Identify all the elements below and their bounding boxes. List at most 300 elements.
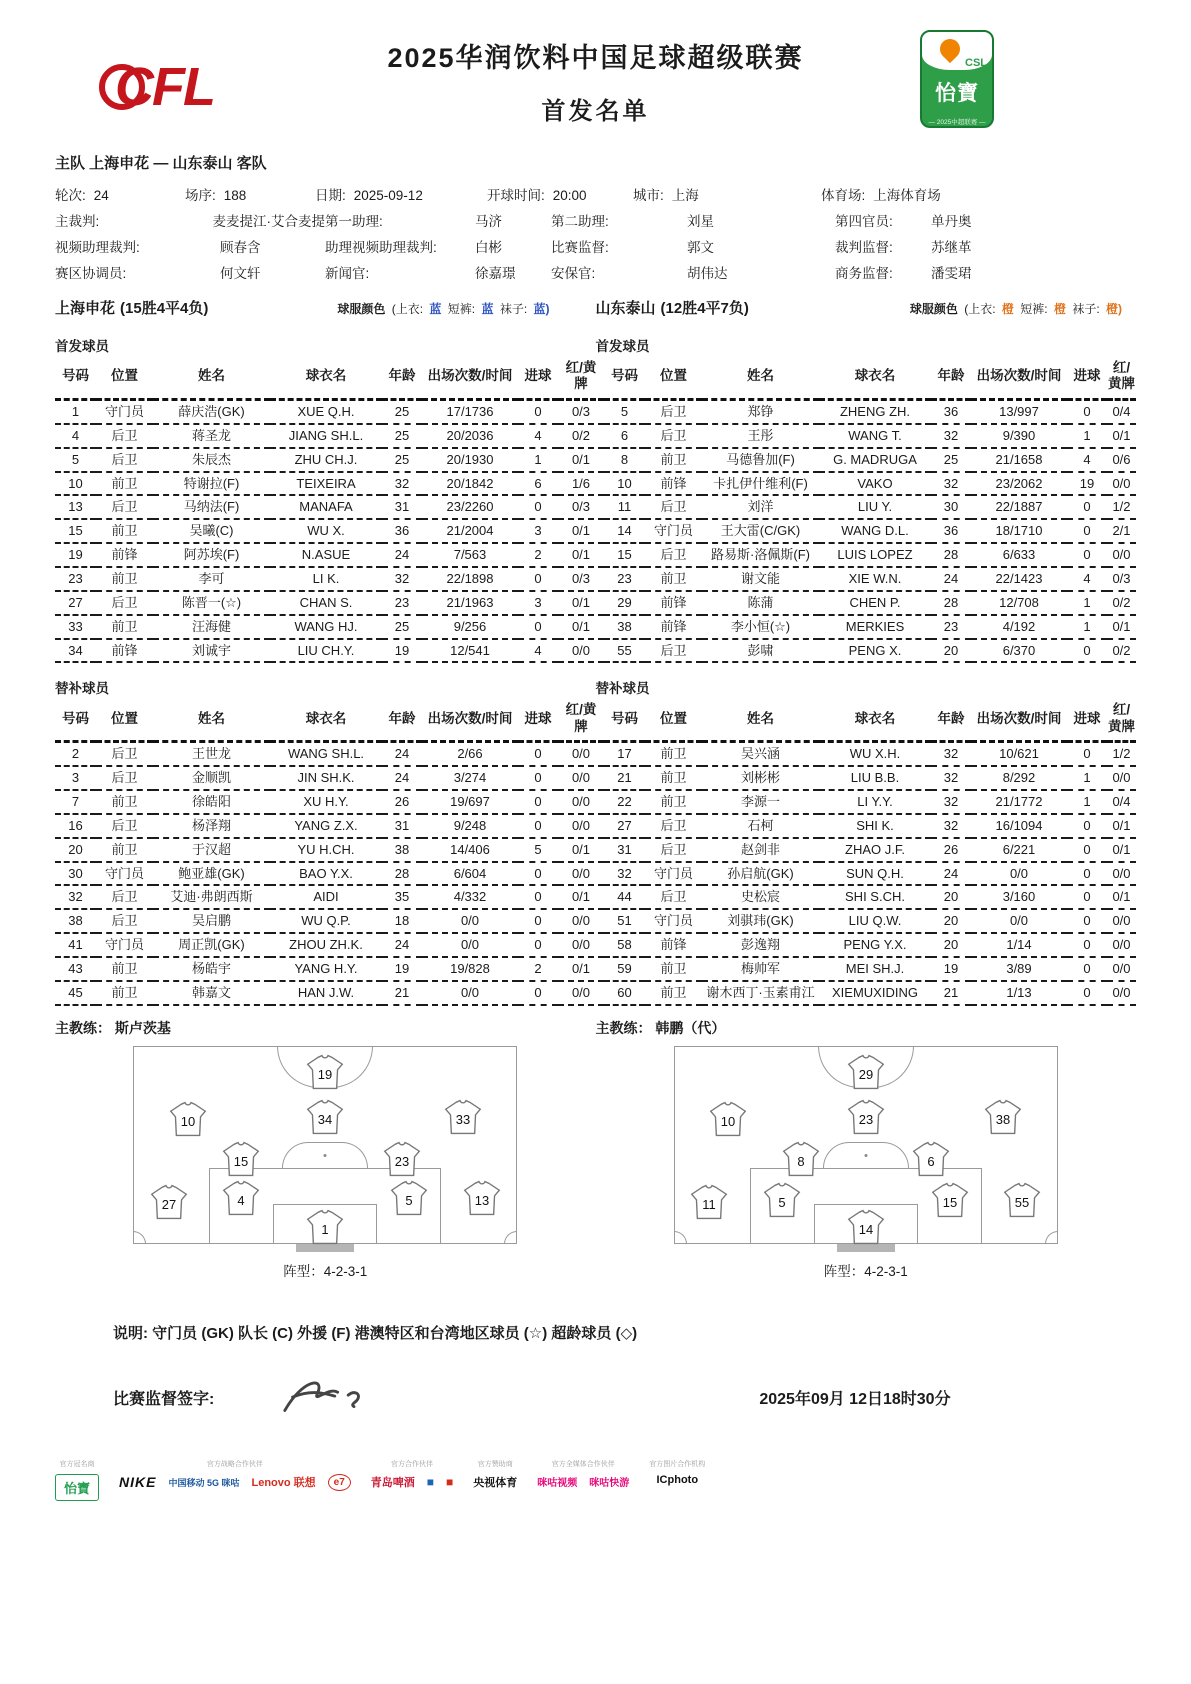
cell: 6/633 [971,543,1067,567]
cell: 前卫 [645,742,702,766]
cell: 0/2 [1107,639,1136,663]
cell: 26 [382,790,422,814]
cell: 55 [604,639,645,663]
info-label: 开球时间: [487,188,545,203]
cell: SUN Q.H. [819,862,931,886]
info-pair [325,209,551,235]
cell: 22/1887 [971,495,1067,519]
cell: 1 [1067,790,1107,814]
cell: 43 [55,957,96,981]
away-coach [596,1018,1137,1038]
cell: 前卫 [645,766,702,790]
info-value: 潘雯珺 [931,266,972,281]
cell: 3/160 [971,885,1067,909]
sponsor-logo-migu2: 咪咕快游 [589,1477,630,1489]
cell: 26 [931,838,971,862]
cell: 0/0 [558,639,604,663]
column-header: 年龄 [382,357,422,399]
cell: 鲍亚雄(GK) [153,862,270,886]
cell: 20/1842 [422,472,518,496]
sponsor-logo-tsingtao: 青岛啤酒 [370,1476,415,1489]
cell: 24 [931,862,971,886]
corner-arc [674,1231,687,1244]
goal-bar [837,1244,895,1252]
team-header-row [55,297,1136,327]
column-header: 进球 [518,357,558,399]
cell: 12/541 [422,639,518,663]
kit-label: 球服颜色 [909,302,958,316]
cell: 0/2 [1107,591,1136,615]
cell: 2/66 [422,742,518,766]
csl-abbr: CSL [965,57,987,69]
column-header: 位置 [645,357,702,399]
cell: 0 [1067,814,1107,838]
info-label: 助理视频助理裁判: [325,240,437,255]
csl-badge-top [922,32,992,70]
cell: 0/1 [1107,615,1136,639]
page-title: 2025华润饮料中国足球超级联赛 [387,43,804,73]
cell: 20/2036 [422,424,518,448]
cell: 0 [518,862,558,886]
home-subs-label: 替补球员 [55,681,109,697]
cell: YANG Z.X. [270,814,382,838]
table-row [55,909,1136,933]
sponsor-logos [55,1474,99,1501]
cell: 郑铮 [702,399,819,423]
cell: 梅帅军 [702,957,819,981]
cell: 36 [931,399,971,423]
cell: 20 [55,838,96,862]
cell: 19 [382,957,422,981]
cell: LIU CH.Y. [270,639,382,663]
column-header: 球衣名 [270,357,382,399]
cell: 23 [931,615,971,639]
cell: 17 [604,742,645,766]
cell: 32 [931,742,971,766]
info-pair [185,183,315,209]
cell: 0 [1067,862,1107,886]
kit-label: 球服颜色 [337,302,386,316]
cell: 0/1 [558,448,604,472]
cell: 杨泽翔 [153,814,270,838]
sponsor-group [473,1459,517,1490]
cell: 1/2 [1107,495,1136,519]
corner-arc [1045,1231,1058,1244]
kit-socks-value: 橙) [1106,302,1122,316]
column-header: 进球 [1067,357,1107,399]
cell: 0/0 [1107,957,1136,981]
sponsor-group [371,1459,454,1490]
cell: 7 [55,790,96,814]
table-row [55,742,1136,766]
info-pair [633,183,821,209]
away-kit-colors [910,300,1136,317]
cell: 0/1 [558,838,604,862]
info-pair [551,209,835,235]
column-header: 球衣名 [819,699,931,741]
cell: 30 [931,495,971,519]
subs-table-body [55,742,1136,1005]
cell: 0 [1067,742,1107,766]
column-header: 号码 [55,357,96,399]
info-label: 第一助理: [325,214,383,229]
sponsor-logos [649,1474,705,1486]
info-label: 体育场: [821,188,866,203]
cell: 艾迪·弗朗西斯 [153,885,270,909]
kit-shorts-value: 蓝 [481,302,494,316]
cell: 0/6 [1107,448,1136,472]
cell: PENG X. [819,639,931,663]
cell: 后卫 [645,495,702,519]
cell: 前锋 [645,933,702,957]
cell: 0/0 [971,909,1067,933]
info-value: 麦麦提江·艾合麦提 [212,214,325,229]
officials-row-3 [55,261,1136,287]
cell: 后卫 [645,424,702,448]
column-header: 位置 [96,357,153,399]
cell: 前卫 [96,838,153,862]
info-value: 2025-09-12 [353,188,423,203]
info-label: 主裁判: [55,214,100,229]
cell: 19 [931,957,971,981]
cell: 马德鲁加(F) [702,448,819,472]
cell: 0/1 [1107,838,1136,862]
sponsor-group [119,1459,351,1491]
sponsor-logos [119,1474,351,1491]
kit-shorts-value: 橙 [1053,302,1066,316]
cell: 28 [931,543,971,567]
svg-text:34: 34 [318,1112,333,1128]
jersey-icon [169,1102,207,1137]
cell: 路易斯·洛佩斯(F) [702,543,819,567]
cell: 5 [604,399,645,423]
cell: 5 [518,838,558,862]
cell: 刘彬彬 [702,766,819,790]
cell: 孙启航(GK) [702,862,819,886]
sponsor-footer [55,1459,1136,1501]
cell: 23 [382,591,422,615]
jersey-icon [306,1210,344,1245]
cell: 23 [604,567,645,591]
away-team-name: 山东泰山 [595,300,656,317]
jersey-icon [222,1141,260,1176]
away-team-record: (12胜4平7负) [660,300,749,317]
cell: XUE Q.H. [270,399,382,423]
info-pair [551,235,835,261]
cell: XIE W.N. [819,567,931,591]
cell: 19 [55,543,96,567]
sponsor-logos [371,1474,454,1490]
sponsor-group-label: 官方赞助商 [477,1460,513,1468]
cell: 后卫 [645,838,702,862]
cell: 44 [604,885,645,909]
cell: 0/0 [1107,909,1136,933]
kit-top-label: (上衣: [964,302,996,316]
cell: WANG HJ. [270,615,382,639]
cell: 6/221 [971,838,1067,862]
starters-table [55,357,1136,663]
home-coach [55,1018,596,1038]
cell: ZHAO J.F. [819,838,931,862]
table-row [55,814,1136,838]
cell: 2/1 [1107,519,1136,543]
cell: 36 [931,519,971,543]
jersey-icon [150,1184,188,1219]
cell: LUIS LOPEZ [819,543,931,567]
cell: 0 [1067,399,1107,423]
cell: 阿苏埃(F) [153,543,270,567]
cell: 11 [604,495,645,519]
cell: 3/89 [971,957,1067,981]
cell: 1 [518,448,558,472]
cell: JIN SH.K. [270,766,382,790]
away-subs-label: 替补球员 [595,681,650,697]
cell: 0/0 [422,933,518,957]
sponsor-group-label: 官方战略合作伙伴 [206,1460,263,1468]
cell: 41 [55,933,96,957]
cell: 13/997 [971,399,1067,423]
jersey-icon [690,1184,728,1219]
cfl-logo [97,42,247,134]
cell: 27 [604,814,645,838]
kit-shorts-label: 短裤: [1020,302,1048,316]
cell: 0/4 [1107,399,1136,423]
svg-text:33: 33 [455,1112,470,1128]
cell: 后卫 [96,591,153,615]
column-header: 年龄 [931,699,971,741]
cell: CHEN P. [819,591,931,615]
info-pair [55,209,325,235]
cell: 吴曦(C) [153,519,270,543]
cell: 0/4 [1107,790,1136,814]
csl-bottom-text: — 2025中超联赛 — [928,119,986,126]
cell: XIEMUXIDING [819,981,931,1005]
svg-text:6: 6 [927,1153,935,1169]
column-header: 号码 [55,699,96,741]
cell: 38 [604,615,645,639]
cell: 吴启鹏 [153,909,270,933]
cell: 38 [55,909,96,933]
table-row [55,885,1136,909]
cell: 0/0 [558,790,604,814]
jersey-icon [984,1100,1022,1135]
cell: 28 [382,862,422,886]
cell: 4 [518,424,558,448]
info-label: 新闻官: [325,266,370,281]
starters-table-body [55,399,1136,662]
cell: 0/1 [1107,885,1136,909]
cell: 守门员 [645,909,702,933]
supervisor-signature [269,1374,389,1422]
cell: 前卫 [96,981,153,1005]
cell: ZHOU ZH.K. [270,933,382,957]
cell: 0 [518,766,558,790]
info-value: 刘星 [687,214,714,229]
sponsor-group [55,1459,99,1501]
home-team-header [55,297,596,318]
starters-table-head [55,357,1136,399]
corner-arc [504,1231,517,1244]
coach-label: 主教练： [55,1019,111,1036]
cell: 0/0 [1107,472,1136,496]
info-value: 单丹奥 [931,214,972,229]
svg-text:10: 10 [721,1114,736,1130]
svg-text:23: 23 [394,1153,409,1169]
home-team-name: 上海申花 [55,300,116,317]
sponsor-group-label: 官方图片合作机构 [649,1460,706,1468]
info-label: 裁判监督: [835,240,893,255]
info-value: 郭文 [687,240,714,255]
cell: 1 [1067,591,1107,615]
cell: ZHENG ZH. [819,399,931,423]
cell: 0 [1067,909,1107,933]
cell: 45 [55,981,96,1005]
cell: 0/3 [558,495,604,519]
cell: WU X. [270,519,382,543]
cell: 22/1423 [971,567,1067,591]
info-label: 城市: [633,188,664,203]
cell: 30 [55,862,96,886]
info-label: 赛区协调员: [55,266,127,281]
info-label: 日期: [315,188,346,203]
info-value: 顾春含 [220,240,261,255]
cell: 25 [382,399,422,423]
cell: SHI S.CH. [819,885,931,909]
cell: 0 [1067,933,1107,957]
cell: 0 [518,742,558,766]
column-header: 年龄 [931,357,971,399]
cell: 前卫 [96,472,153,496]
cell: 王大雷(C/GK) [702,519,819,543]
svg-text:27: 27 [161,1196,176,1212]
cell: 石柯 [702,814,819,838]
info-label: 第四官员: [835,214,893,229]
cell: 0 [518,495,558,519]
cell: 韩嘉文 [153,981,270,1005]
cell: 周正凯(GK) [153,933,270,957]
cell: 19/828 [422,957,518,981]
formation-labels [55,1260,1136,1280]
cell: 后卫 [96,495,153,519]
svg-text:38: 38 [996,1112,1011,1128]
cell: 0 [1067,519,1107,543]
info-label: 第二助理: [551,214,609,229]
away-team-header [596,297,1137,318]
cell: 后卫 [96,448,153,472]
cell: 59 [604,957,645,981]
match-meta-row [55,183,1136,209]
officials-row-2 [55,235,1136,261]
legend-notes: 说明: 守门员 (GK) 队长 (C) 外援 (F) 港澳特区和台湾地区球员 (☆) 超龄球员 (◇) [113,1324,638,1342]
cell: 21 [604,766,645,790]
jersey-icon [463,1180,501,1215]
cell: 刘洋 [702,495,819,519]
sponsor-logo-e7: e7 [328,1474,351,1491]
cell: 0/0 [558,981,604,1005]
cell: 6 [604,424,645,448]
column-header: 姓名 [153,699,270,741]
kit-socks-value: 蓝) [533,302,550,316]
cell: 0/1 [558,543,604,567]
cell: 朱辰杰 [153,448,270,472]
coach-label: 主教练： [595,1019,652,1036]
cell: 李源一 [702,790,819,814]
column-header: 进球 [518,699,558,741]
cell: 0/0 [1107,933,1136,957]
home-coach-name: 斯卢茨基 [114,1019,171,1036]
cell: 0/1 [558,885,604,909]
cell: N.ASUE [270,543,382,567]
cell: 0/3 [1107,567,1136,591]
cell: 1 [1067,615,1107,639]
kit-socks-label: 袜子: [499,302,528,316]
subs-table [55,699,1136,1005]
cell: 32 [382,472,422,496]
cell: 0/0 [1107,862,1136,886]
matchup-line: 主队 上海申花 — 山东泰山 客队 [55,155,267,172]
table-row [55,591,1136,615]
info-label: 视频助理裁判: [55,240,140,255]
cell: 18 [382,909,422,933]
jersey-icon [847,1100,885,1135]
column-header: 姓名 [702,357,819,399]
sponsor-logo-lenovo: Lenovo 联想 [251,1477,316,1490]
cell: 后卫 [96,814,153,838]
starters-section-labels [55,335,1136,355]
info-pair [325,235,551,261]
cell: 后卫 [645,543,702,567]
cell: 16/1094 [971,814,1067,838]
cell: 0/1 [558,591,604,615]
column-header: 红/黄牌 [558,699,604,741]
info-value: 上海 [671,188,699,203]
cell: 9/256 [422,615,518,639]
cell: 4/332 [422,885,518,909]
cell: 4 [55,424,96,448]
jersey-icon [763,1182,801,1217]
column-header: 红/黄牌 [1107,699,1136,741]
formation-diagrams [55,1046,1136,1244]
info-label: 商务监督: [835,266,893,281]
cell: 后卫 [96,742,153,766]
cfl-logo-text: CFL [115,57,214,117]
cell: 后卫 [96,766,153,790]
away-coach-name: 韩鹏（代） [655,1019,726,1036]
cell: 前卫 [96,567,153,591]
cell: WU X.H. [819,742,931,766]
info-value: 徐嘉璟 [475,266,516,281]
signature-label: 比赛监督签字: [113,1391,215,1409]
cell: 谢木西丁·玉素甫江 [702,981,819,1005]
cell: 刘骐玮(GK) [702,909,819,933]
svg-text:13: 13 [474,1192,490,1208]
cell: 后卫 [96,909,153,933]
cell: 李可 [153,567,270,591]
cell: 1/6 [558,472,604,496]
svg-text:1: 1 [321,1222,329,1238]
cell: 3 [518,591,558,615]
cell: 4 [1067,448,1107,472]
cell: 后卫 [645,885,702,909]
svg-text:11: 11 [702,1196,716,1212]
column-header: 位置 [645,699,702,741]
cell: 0/3 [558,399,604,423]
sponsor-logos [473,1474,517,1490]
header [55,30,1136,144]
cell: 李小恒(☆) [702,615,819,639]
jersey-icon [306,1100,344,1135]
cell: 0/0 [422,981,518,1005]
